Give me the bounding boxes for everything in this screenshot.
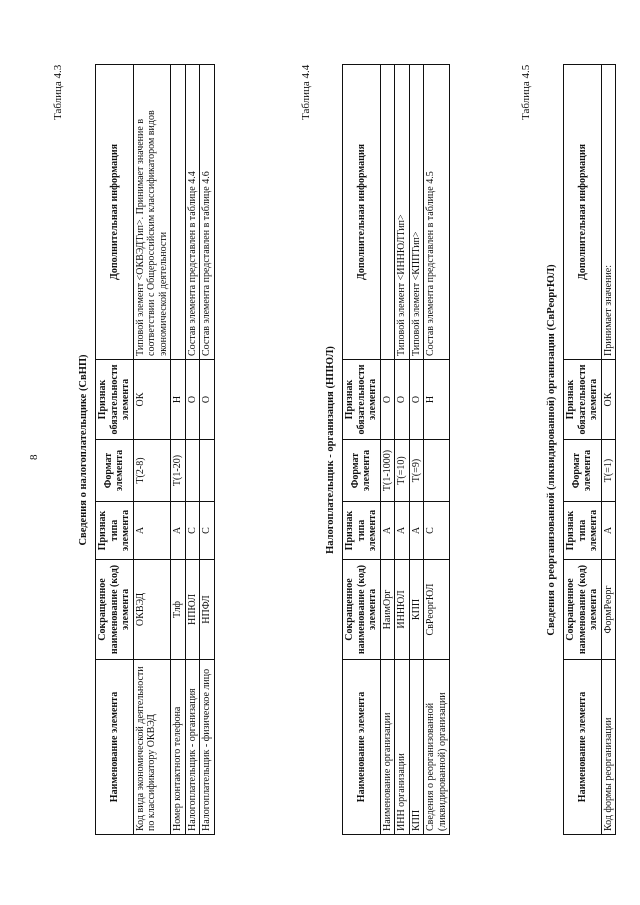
cell-required: ОК [133,360,171,440]
cell-info: Состав элемента представлен в таблице 4.6 [200,65,215,360]
cell-type: А [409,502,424,560]
cell-required: О [185,360,200,440]
cell-required: О [380,360,395,440]
column-header-name: Наименование элемента [564,660,602,835]
header-row [564,65,602,835]
table-number: Таблица 4.5 [520,64,532,120]
cell-info: Типовой элемент <ИННЮЛТип> [395,65,410,360]
table-row [380,65,395,835]
data-table [342,64,450,835]
table-row [395,65,410,835]
column-header-info: Дополнительная информация [96,65,134,360]
column-header-type: Признак типа элемента [564,502,602,560]
table-row [424,65,450,835]
table-number: Таблица 4.3 [52,64,64,120]
column-header-name: Наименование элемента [96,660,134,835]
cell-format: T(=9) [409,440,424,502]
cell-short: НПЮЛ [185,560,200,660]
cell-info: Принимает значение: [601,65,616,360]
column-header-type: Признак типа элемента [343,502,381,560]
cell-name: Номер контактного телефона [171,660,186,835]
cell-type: А [395,502,410,560]
table-row [601,65,616,835]
cell-type: А [601,502,616,560]
column-header-short: Сокращенное наименование (код) элемента [96,560,134,660]
cell-format: T(1-1000) [380,440,395,502]
cell-required: ОК [601,360,616,440]
cell-type: А [133,502,171,560]
cell-required: Н [424,360,450,440]
cell-info: Типовой элемент <ОКВЭДТип>. Принимает значение в соответствии с Общероссийским классификатором видов экономической деятельности [133,65,171,360]
cell-format: T(=1) [601,440,616,502]
cell-format: T(1-20) [171,440,186,502]
cell-info [380,65,395,360]
cell-format [424,440,450,502]
header-row [343,65,381,835]
column-header-format: Формат элемента [343,440,381,502]
table-number: Таблица 4.4 [300,64,312,120]
table-row [185,65,200,835]
cell-type: С [424,502,450,560]
column-header-required: Признак обязательности элемента [96,360,134,440]
cell-type: А [171,502,186,560]
table-caption: Сведения о налогоплательщике (СвНП) [78,354,89,546]
column-header-short: Сокращенное наименование (код) элемента [343,560,381,660]
column-header-format: Формат элемента [96,440,134,502]
cell-info [171,65,186,360]
cell-short: СвРеоргЮЛ [424,560,450,660]
cell-name: КПП [409,660,424,835]
cell-format [200,440,215,502]
cell-short: НПФЛ [200,560,215,660]
table-row [200,65,215,835]
data-table [95,64,215,835]
table-row [171,65,186,835]
cell-name: ИНН организации [395,660,410,835]
cell-short: Тлф [171,560,186,660]
data-table [563,64,616,835]
table-caption: Налогоплательщик - организация (НПЮЛ) [325,346,336,554]
column-header-info: Дополнительная информация [343,65,381,360]
cell-name: Налогоплательщик - организация [185,660,200,835]
cell-type: С [185,502,200,560]
cell-format: T(=10) [395,440,410,502]
cell-info: Состав элемента представлен в таблице 4.4 [185,65,200,360]
cell-name: Код вида экономической деятельности по классификатору ОКВЭД [133,660,171,835]
column-header-type: Признак типа элемента [96,502,134,560]
cell-info: Состав элемента представлен в таблице 4.5 [424,65,450,360]
cell-info: Типовой элемент <КППТип> [409,65,424,360]
cell-name: Сведения о реорганизованной (ликвидированной) организации [424,660,450,835]
header-row [96,65,134,835]
table-caption: Сведения о реорганизованной (ликвидированной) организации (СвРеоргЮЛ) [546,264,557,636]
table-row [409,65,424,835]
column-header-format: Формат элемента [564,440,602,502]
cell-name: Наименование организации [380,660,395,835]
cell-type: С [200,502,215,560]
cell-short: НаимОрг [380,560,395,660]
cell-short: ОКВЭД [133,560,171,660]
cell-name: Код формы реорганизации [601,660,616,835]
cell-required: О [395,360,410,440]
cell-format: T(2-8) [133,440,171,502]
cell-short: КПП [409,560,424,660]
cell-format [185,440,200,502]
cell-short: ФормРеорг [601,560,616,660]
column-header-required: Признак обязательности элемента [564,360,602,440]
table-row [133,65,171,835]
cell-name: Налогоплательщик - физическое лицо [200,660,215,835]
cell-type: А [380,502,395,560]
column-header-required: Признак обязательности элемента [343,360,381,440]
page-number: 8 [28,454,40,460]
cell-short: ИННЮЛ [395,560,410,660]
cell-required: О [409,360,424,440]
cell-required: Н [171,360,186,440]
column-header-name: Наименование элемента [343,660,381,835]
cell-required: О [200,360,215,440]
column-header-short: Сокращенное наименование (код) элемента [564,560,602,660]
column-header-info: Дополнительная информация [564,65,602,360]
